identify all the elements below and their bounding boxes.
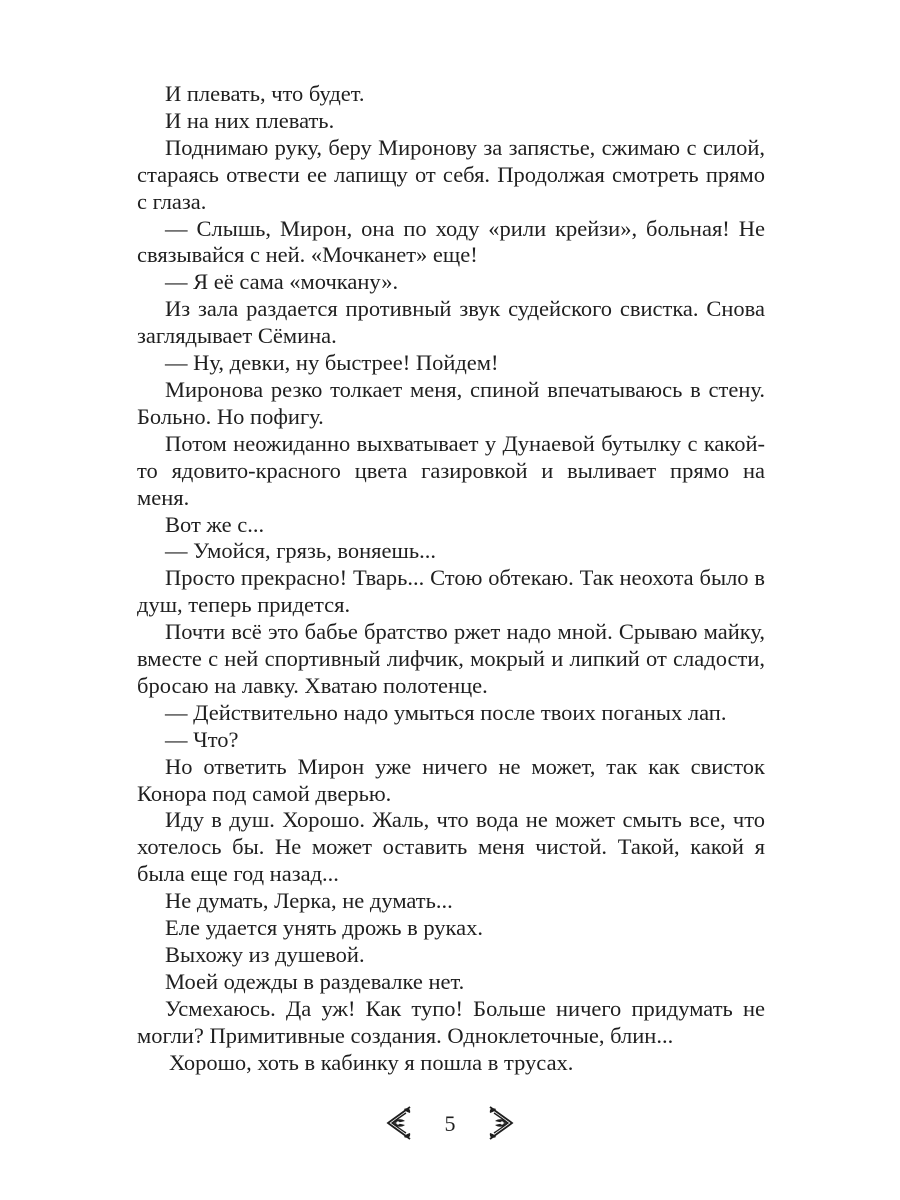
paragraph: Миронова резко толкает меня, спиной впечатываюсь в стену. Больно. Но пофигу. — [137, 376, 765, 429]
paragraph: Почти всё это бабье братство ржет надо мной. Срываю майку, вместе с ней спортивный лифчик, мокрый и липкий от сладости, бросаю на лавку. Хватаю полотенце. — [137, 619, 765, 698]
paragraph: Поднимаю руку, беру Миронову за запястье, сжимаю с силой, стараясь отвести ее лапищу от себя. Продолжая смотреть прямо с глаза. — [137, 134, 765, 214]
paragraph: — Я её сама «мочкану». — [165, 269, 399, 295]
page-footer — [0, 1103, 900, 1145]
left-ornament-icon — [384, 1103, 412, 1143]
page-text — [137, 81, 765, 1077]
paragraph: — Что? — [165, 726, 239, 752]
paragraph: — Действительно надо умыться после твоих поганых лап. — [165, 699, 727, 725]
paragraph: — Ну, девки, ну быстрее! Пойдем! — [165, 350, 499, 376]
paragraph: Иду в душ. Хорошо. Жаль, что вода не может смыть все, что хотелось бы. Не может оставить меня чистой. Такой, какой я была еще год назад... — [137, 807, 765, 887]
paragraph: Вот же с... — [165, 511, 265, 537]
paragraph: Усмехаюсь. Да уж! Как тупо! Больше ничего придумать не могли? Примитивные создания. Одноклеточные, блин... — [137, 995, 765, 1048]
paragraph: Еле удается унять дрожь в руках. — [165, 915, 483, 941]
paragraph: Хорошо, хоть в кабинку я пошла в трусах. — [169, 1049, 574, 1075]
paragraph: Из зала раздается противный звук судейского свистка. Снова заглядывает Сёмина. — [137, 296, 765, 349]
page-number: 5 — [444, 1111, 456, 1136]
paragraph: Моей одежды в раздевалке нет. — [165, 968, 465, 994]
paragraph: И на них плевать. — [165, 107, 335, 133]
paragraph: Просто прекрасно! Тварь... Стою обтекаю. Так неохота было в душ, теперь придется. — [137, 565, 765, 618]
paragraph: Потом неожиданно выхватывает у Дунаевой бутылку с какой-то ядовито-красного цвета газировкой и выливает прямо на меня. — [137, 430, 765, 510]
paragraph: И плевать, что будет. — [165, 81, 365, 106]
paragraph: Не думать, Лерка, не думать... — [165, 888, 453, 914]
right-ornament-icon — [488, 1103, 516, 1143]
paragraph: Но ответить Мирон уже ничего не может, так как свисток Конора под самой дверью. — [137, 753, 765, 806]
paragraph: — Слышь, Мирон, она по ходу «рили крейзи», больная! Не связывайся с ней. «Мочканет» еще! — [137, 215, 765, 268]
paragraph: Выхожу из душевой. — [165, 942, 365, 967]
paragraph: — Умойся, грязь, воняешь... — [165, 538, 436, 564]
